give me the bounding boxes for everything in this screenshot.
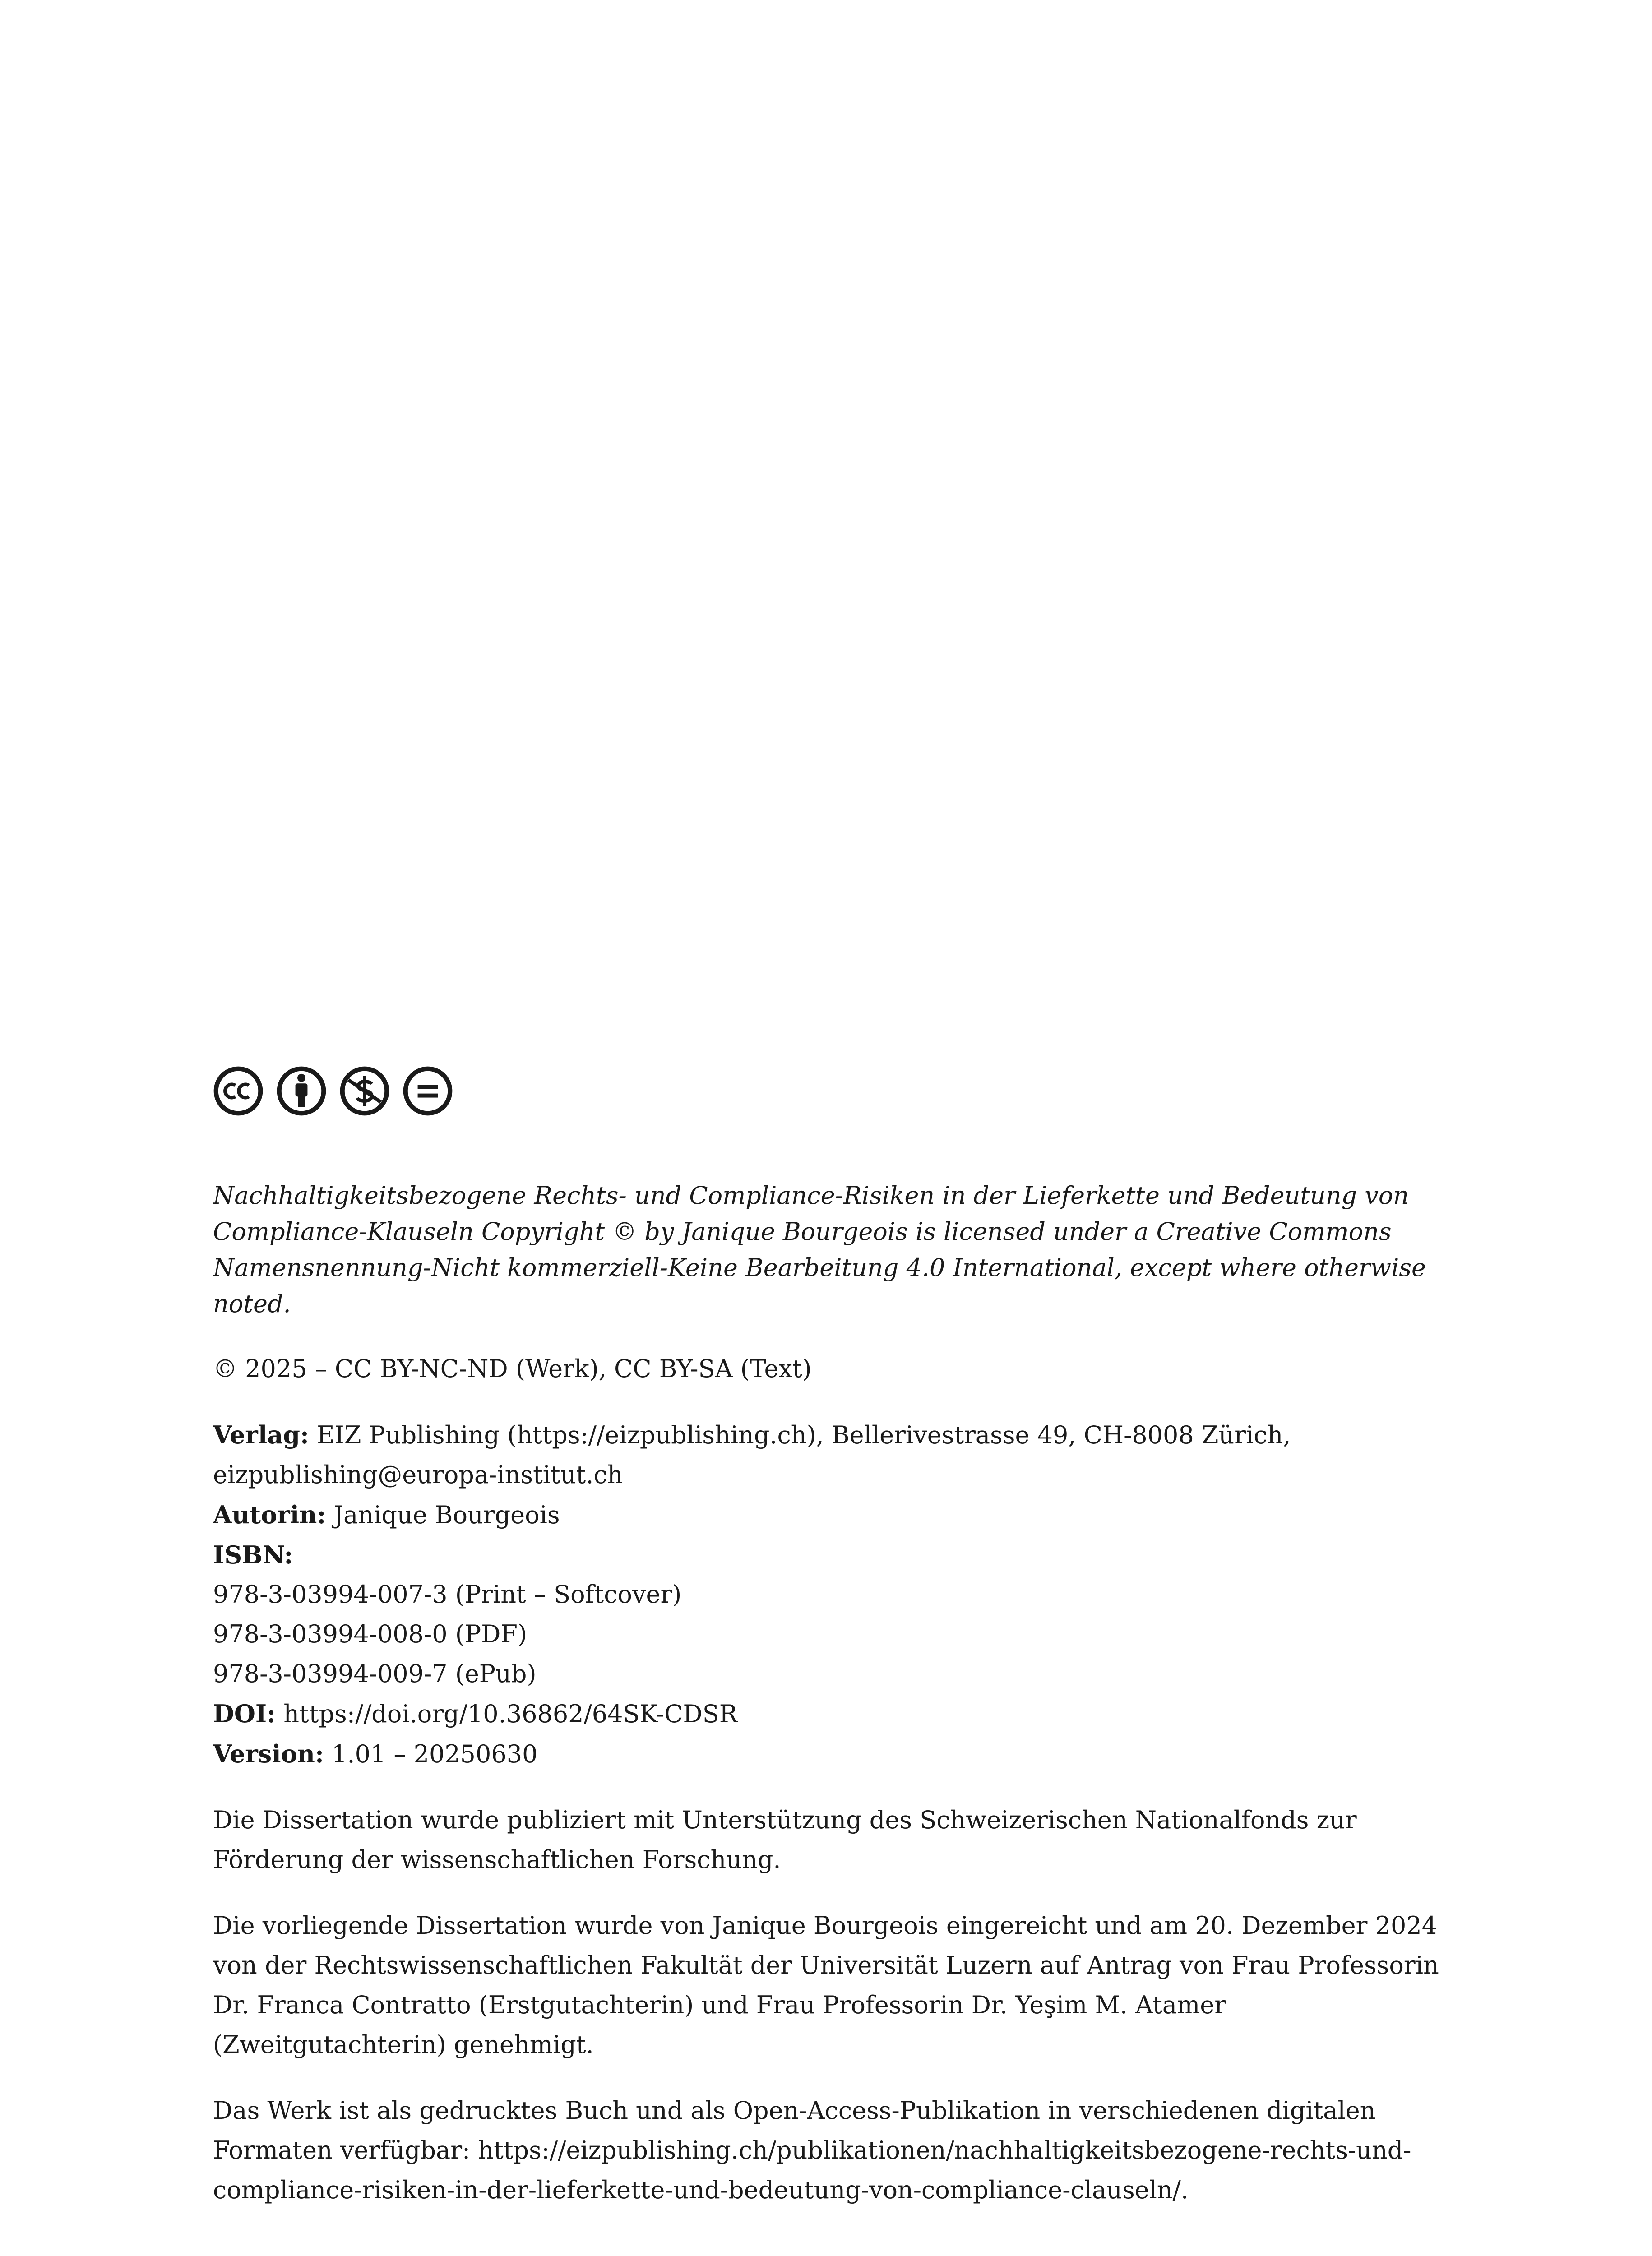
doi-line (213, 1694, 1458, 1734)
verlag-label: Verlag: (213, 1420, 309, 1449)
funding-note: Die Dissertation wurde publiziert mit Unterstützung des Schweizerischen Nationalfonds zur Förderung der wissenschaftlichen Forschung. (213, 1806, 1357, 1874)
autorin-label: Autorin: (213, 1500, 326, 1529)
nd-noderivatives-icon (403, 1066, 453, 1116)
approval-note: Die vorliegende Dissertation wurde von Janique Bourgeois eingereicht und am 20. Dezember 2024 von der Rechtswissenschaftlichen Fakultät der Universität Luzern auf Antrag von Frau Professorin Dr. Franca Contratto (Erstgutachterin) und Frau Professorin Dr. Yeşim M. Atamer (Zweitgutachterin) genehmigt. (213, 1911, 1439, 2059)
doi-label: DOI: (213, 1699, 276, 1728)
imprint-details (213, 1415, 1458, 1774)
verlag-line (213, 1415, 1458, 1455)
verlag-value[interactable]: EIZ Publishing (https://eizpublishing.ch), Bellerivestrasse 49, CH-8008 Zürich, (317, 1421, 1291, 1449)
doi-link[interactable]: https://doi.org/10.36862/64SK-CDSR (283, 1700, 738, 1728)
verlag-email[interactable]: eizpublishing@europa-institut.ch (213, 1461, 623, 1489)
autorin-value: Janique Bourgeois (333, 1501, 560, 1529)
isbn-pdf: 978-3-03994-008-0 (PDF) (213, 1620, 528, 1648)
autorin-line (213, 1495, 1458, 1535)
cc-icon (213, 1066, 264, 1116)
version-line (213, 1734, 1458, 1774)
availability-note: Das Werk ist als gedrucktes Buch und als Open-Access-Publikation in verschiedenen digitalen Formaten verfügbar: https://eizpublishing.ch/publikationen/nachhaltigkeitsbezogene-rechts-und-compliance-risiken-in-der-lieferkette-und-bedeutung-von-compliance-clauseln/. (213, 2096, 1411, 2204)
isbn-label: ISBN: (213, 1540, 293, 1569)
nc-noncommercial-icon (339, 1066, 390, 1116)
version-label: Version: (213, 1739, 324, 1768)
isbn-print: 978-3-03994-007-3 (Print – Softcover) (213, 1580, 682, 1609)
cc-license-icons (213, 1066, 1458, 1119)
imprint-page (213, 1066, 1458, 2210)
copyright-line: © 2025 – CC BY-NC-ND (Werk), CC BY-SA (Text) (213, 1355, 812, 1383)
version-value: 1.01 – 20250630 (332, 1740, 538, 1768)
isbn-epub: 978-3-03994-009-7 (ePub) (213, 1660, 537, 1688)
license-notice: Nachhaltigkeitsbezogene Rechts- und Compliance-Risiken in der Lieferkette und Bedeutung von Compliance-Klauseln Copyright © by Janique Bourgeois is licensed under a Creative Commons Namensnennung-Nicht kommerziell-Keine Bearbeitung 4.0 International, except where otherwise noted. (213, 1181, 1426, 1318)
by-attribution-icon (276, 1066, 327, 1116)
